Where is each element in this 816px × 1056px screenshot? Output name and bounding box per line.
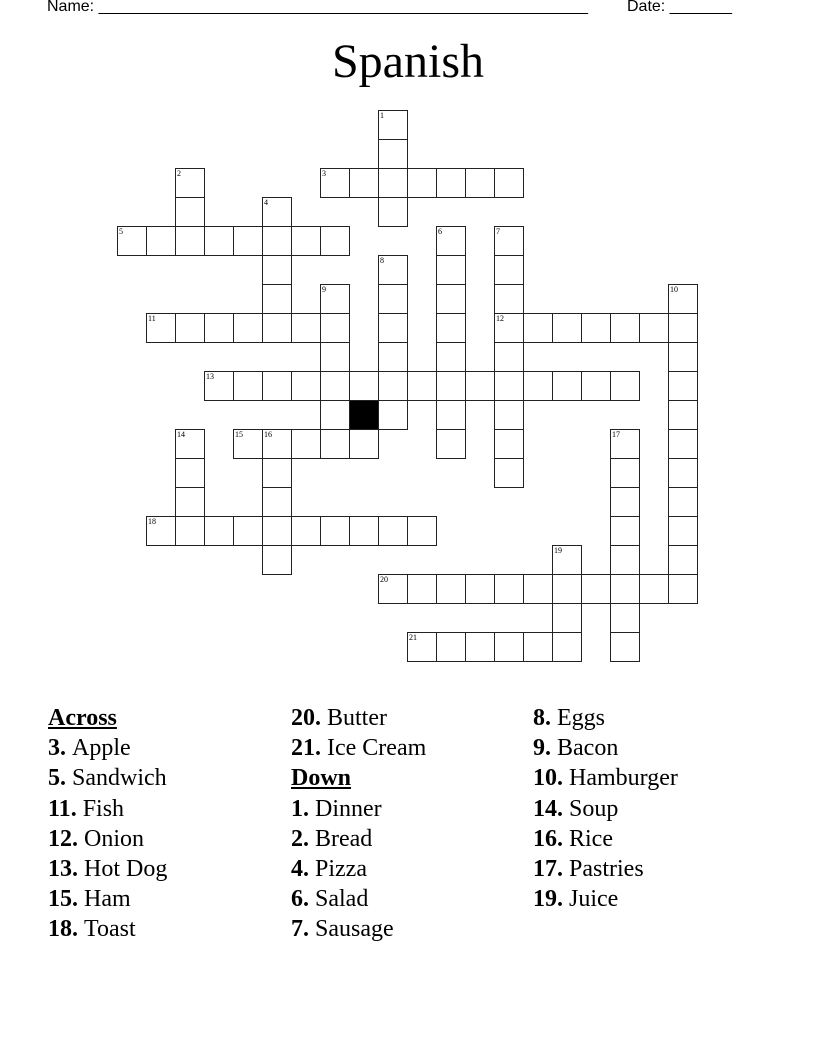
- grid-cell[interactable]: [175, 197, 205, 227]
- grid-cell[interactable]: [262, 429, 292, 459]
- clue-down-6: 6 . Salad: [291, 884, 426, 914]
- grid-cell[interactable]: [494, 342, 524, 372]
- grid-cell[interactable]: [378, 110, 408, 140]
- grid-cell[interactable]: [668, 458, 698, 488]
- grid-cell[interactable]: [610, 371, 640, 401]
- date-field: [627, 0, 732, 16]
- down-heading: Down: [291, 765, 352, 792]
- grid-cell[interactable]: [494, 255, 524, 285]
- clue-column-1: [48, 703, 167, 945]
- grid-cell[interactable]: [378, 516, 408, 546]
- grid-cell[interactable]: [610, 487, 640, 517]
- clue-down-19: 19 . Juice: [533, 884, 678, 914]
- grid-cell[interactable]: [262, 458, 292, 488]
- grid-cell[interactable]: [320, 516, 350, 546]
- grid-cell[interactable]: [175, 516, 205, 546]
- grid-cell[interactable]: [262, 545, 292, 575]
- name-line: _______________________________________________________: [98, 0, 588, 15]
- grid-cell[interactable]: [378, 400, 408, 430]
- grid-cell[interactable]: [349, 429, 379, 459]
- grid-cell[interactable]: [465, 632, 495, 662]
- grid-cell[interactable]: [552, 371, 582, 401]
- grid-cell[interactable]: [175, 313, 205, 343]
- clue-down-14: 14 . Soup: [533, 794, 678, 824]
- grid-cell[interactable]: [320, 313, 350, 343]
- grid-cell[interactable]: [262, 313, 292, 343]
- grid-cell[interactable]: [581, 313, 611, 343]
- grid-cell[interactable]: [233, 313, 263, 343]
- grid-cell[interactable]: [320, 168, 350, 198]
- clue-number: 3: [322, 169, 326, 178]
- grid-cell[interactable]: [668, 284, 698, 314]
- clue-down-8: 8 . Eggs: [533, 703, 678, 733]
- clue-number: 8: [380, 256, 384, 265]
- grid-cell[interactable]: [668, 545, 698, 575]
- grid-cell[interactable]: [407, 371, 437, 401]
- grid-cell[interactable]: [668, 342, 698, 372]
- grid-cell[interactable]: [668, 429, 698, 459]
- grid-cell[interactable]: [668, 371, 698, 401]
- grid-cell[interactable]: [175, 458, 205, 488]
- grid-cell[interactable]: [407, 168, 437, 198]
- clue-number: 14: [177, 430, 185, 439]
- grid-cell[interactable]: [494, 458, 524, 488]
- clue-number: 9: [322, 285, 326, 294]
- clue-across-3: 3 . Apple: [48, 733, 167, 763]
- grid-cell[interactable]: [494, 574, 524, 604]
- grid-cell[interactable]: [320, 429, 350, 459]
- grid-cell[interactable]: [494, 371, 524, 401]
- grid-cell[interactable]: [291, 516, 321, 546]
- clue-down-1: 1 . Dinner: [291, 794, 426, 824]
- grid-cell[interactable]: [233, 371, 263, 401]
- across-heading: Across: [48, 705, 117, 731]
- grid-cell[interactable]: [175, 429, 205, 459]
- grid-cell[interactable]: [175, 487, 205, 517]
- clue-number: 2: [177, 169, 181, 178]
- grid-cell[interactable]: [378, 284, 408, 314]
- clue-down-4: 4 . Pizza: [291, 854, 426, 884]
- grid-cell[interactable]: [552, 603, 582, 633]
- clue-number: 15: [235, 430, 243, 439]
- clue-column-2: [291, 703, 426, 945]
- clue-across-20: 20 . Butter: [291, 703, 426, 733]
- clue-number: 16: [264, 430, 272, 439]
- grid-cell[interactable]: [204, 313, 234, 343]
- clue-number: 12: [496, 314, 504, 323]
- grid-cell[interactable]: [378, 342, 408, 372]
- grid-cell[interactable]: [465, 168, 495, 198]
- clue-across-18: 18 . Toast: [48, 914, 167, 944]
- clue-down-7: 7 . Sausage: [291, 914, 426, 944]
- grid-cell[interactable]: [378, 168, 408, 198]
- grid-cell[interactable]: [407, 632, 437, 662]
- grid-cell[interactable]: [436, 226, 466, 256]
- clue-down-9: 9 . Bacon: [533, 733, 678, 763]
- grid-cell[interactable]: [175, 168, 205, 198]
- grid-cell[interactable]: [494, 400, 524, 430]
- clue-number: 10: [670, 285, 678, 294]
- grid-cell[interactable]: [610, 545, 640, 575]
- grid-cell[interactable]: [581, 371, 611, 401]
- clue-down-10: 10 . Hamburger: [533, 763, 678, 793]
- grid-cell[interactable]: [610, 632, 640, 662]
- grid-cell[interactable]: [436, 429, 466, 459]
- clue-across-21: 21 . Ice Cream: [291, 733, 426, 763]
- grid-cell[interactable]: [436, 284, 466, 314]
- grid-cell[interactable]: [204, 226, 234, 256]
- grid-cell[interactable]: [291, 226, 321, 256]
- clue-number: 7: [496, 227, 500, 236]
- grid-cell[interactable]: [610, 458, 640, 488]
- grid-cell[interactable]: [349, 371, 379, 401]
- grid-cell[interactable]: [378, 255, 408, 285]
- grid-cell[interactable]: [233, 516, 263, 546]
- grid-cell[interactable]: [233, 429, 263, 459]
- clue-number: 18: [148, 517, 156, 526]
- grid-cell[interactable]: [581, 574, 611, 604]
- grid-cell[interactable]: [262, 255, 292, 285]
- grid-cell[interactable]: [523, 632, 553, 662]
- grid-cell[interactable]: [204, 371, 234, 401]
- grid-cell[interactable]: [378, 313, 408, 343]
- grid-cell[interactable]: [523, 574, 553, 604]
- clue-number: 1: [380, 111, 384, 120]
- date-line: _______: [669, 0, 732, 15]
- grid-cell[interactable]: [494, 284, 524, 314]
- grid-cell[interactable]: [407, 516, 437, 546]
- clue-number: 17: [612, 430, 620, 439]
- clue-number: 11: [148, 314, 156, 323]
- grid-cell[interactable]: [668, 516, 698, 546]
- grid-cell[interactable]: [262, 487, 292, 517]
- clue-number: 21: [409, 633, 417, 642]
- name-label: Name:: [47, 0, 95, 15]
- clue-down-2: 2 . Bread: [291, 824, 426, 854]
- page-title: Spanish: [331, 35, 484, 88]
- grid-cell[interactable]: [320, 284, 350, 314]
- grid-cell[interactable]: [436, 400, 466, 430]
- grid-cell[interactable]: [320, 226, 350, 256]
- grid-cell[interactable]: [668, 400, 698, 430]
- grid-cell[interactable]: [494, 226, 524, 256]
- grid-cell[interactable]: [668, 313, 698, 343]
- grid-cell[interactable]: [523, 313, 553, 343]
- grid-cell[interactable]: [320, 400, 350, 430]
- black-square: [349, 400, 379, 430]
- grid-cell[interactable]: [291, 313, 321, 343]
- grid-cell[interactable]: [465, 574, 495, 604]
- grid-cell[interactable]: [639, 313, 669, 343]
- grid-cell[interactable]: [494, 632, 524, 662]
- grid-cell[interactable]: [436, 371, 466, 401]
- grid-cell[interactable]: [610, 429, 640, 459]
- grid-cell[interactable]: [523, 371, 553, 401]
- clue-down-16: 16 . Rice: [533, 824, 678, 854]
- grid-cell[interactable]: [465, 371, 495, 401]
- clue-across-11: 11 . Fish: [48, 794, 167, 824]
- grid-cell[interactable]: [436, 574, 466, 604]
- grid-cell[interactable]: [610, 574, 640, 604]
- grid-cell[interactable]: [378, 371, 408, 401]
- clue-across-15: 15 . Ham: [48, 884, 167, 914]
- grid-cell[interactable]: [291, 371, 321, 401]
- grid-cell[interactable]: [349, 168, 379, 198]
- grid-cell[interactable]: [117, 226, 147, 256]
- clue-number: 19: [554, 546, 562, 555]
- grid-cell[interactable]: [320, 371, 350, 401]
- grid-cell[interactable]: [436, 342, 466, 372]
- grid-cell[interactable]: [436, 255, 466, 285]
- grid-cell[interactable]: [349, 516, 379, 546]
- grid-cell[interactable]: [146, 226, 176, 256]
- grid-cell[interactable]: [668, 487, 698, 517]
- grid-cell[interactable]: [175, 226, 205, 256]
- grid-cell[interactable]: [262, 197, 292, 227]
- grid-cell[interactable]: [552, 545, 582, 575]
- clue-across-12: 12 . Onion: [48, 824, 167, 854]
- grid-cell[interactable]: [552, 574, 582, 604]
- grid-cell[interactable]: [378, 574, 408, 604]
- grid-cell[interactable]: [378, 139, 408, 169]
- clue-across-5: 5 . Sandwich: [48, 763, 167, 793]
- clue-number: 5: [119, 227, 123, 236]
- grid-cell[interactable]: [610, 516, 640, 546]
- grid-cell[interactable]: [262, 226, 292, 256]
- grid-cell[interactable]: [494, 168, 524, 198]
- grid-cell[interactable]: [320, 342, 350, 372]
- clue-number: 4: [264, 198, 268, 207]
- grid-cell[interactable]: [378, 197, 408, 227]
- grid-cell[interactable]: [668, 574, 698, 604]
- grid-cell[interactable]: [436, 313, 466, 343]
- grid-cell[interactable]: [291, 429, 321, 459]
- name-field: [47, 0, 588, 16]
- clue-number: 13: [206, 372, 214, 381]
- clue-column-3: [533, 703, 678, 914]
- grid-cell[interactable]: [639, 574, 669, 604]
- clue-down-17: 17 . Pastries: [533, 854, 678, 884]
- date-label: Date:: [627, 0, 666, 15]
- grid-cell[interactable]: [204, 516, 234, 546]
- grid-cell[interactable]: [610, 313, 640, 343]
- grid-cell[interactable]: [262, 371, 292, 401]
- grid-cell[interactable]: [494, 429, 524, 459]
- grid-cell[interactable]: [407, 574, 437, 604]
- grid-cell[interactable]: [233, 226, 263, 256]
- grid-cell[interactable]: [436, 632, 466, 662]
- grid-cell[interactable]: [610, 603, 640, 633]
- grid-cell[interactable]: [552, 313, 582, 343]
- clue-number: 20: [380, 575, 388, 584]
- grid-cell[interactable]: [552, 632, 582, 662]
- grid-cell[interactable]: [146, 313, 176, 343]
- grid-cell[interactable]: [262, 516, 292, 546]
- clue-number: 6: [438, 227, 442, 236]
- grid-cell[interactable]: [436, 168, 466, 198]
- clue-across-13: 13 . Hot Dog: [48, 854, 167, 884]
- grid-cell[interactable]: [146, 516, 176, 546]
- grid-cell[interactable]: [262, 284, 292, 314]
- grid-cell[interactable]: [494, 313, 524, 343]
